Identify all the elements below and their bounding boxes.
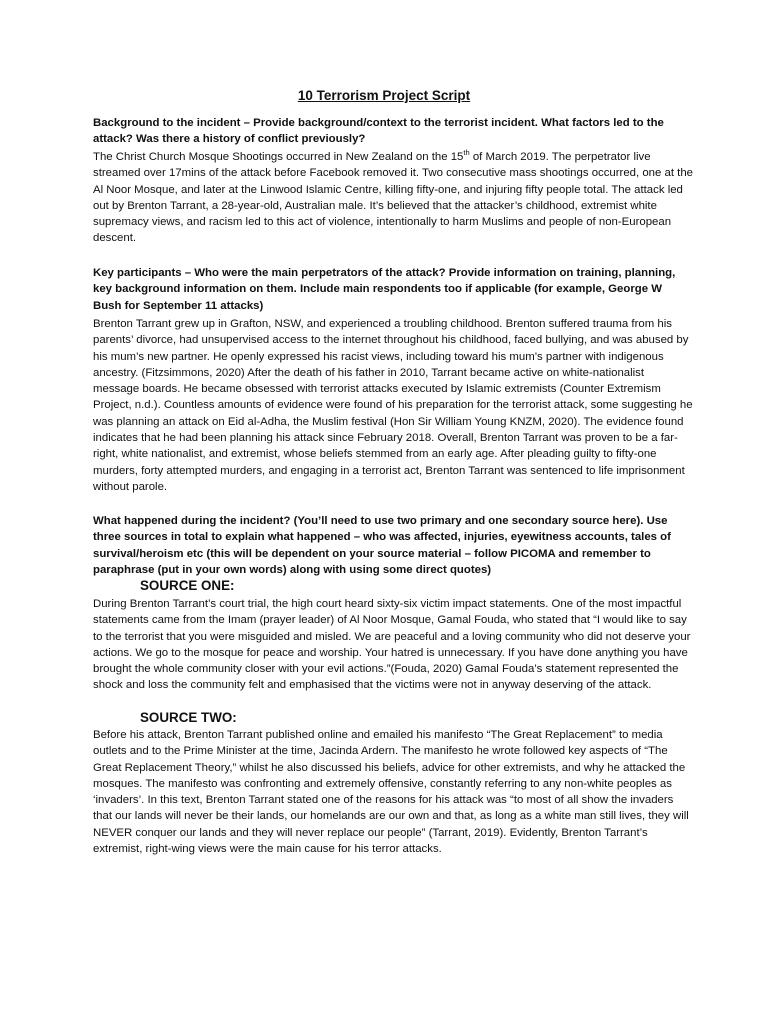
incident-question: What happened during the incident? (You’ll need to use two primary and one secondary source here). Use three sources in total to explain what happened – who was affected, injuries, eyewitness accounts, tales of survival/heroism etc (this will be dependent on your source material – follow PICOMA and remember to paraphrase (put in your own words) along with using some direct quotes) bbox=[93, 515, 671, 576]
document-title: 10 Terrorism Project Script bbox=[297, 88, 471, 103]
participants-answer: Brenton Tarrant grew up in Grafton, NSW, and experienced a troubling childhood. Brenton suffered trauma from his parents’ divorce, had unsupervised access to the internet throughout his childhood, faced bullying, and was abused by his mum’s new partner. He openly expressed his racist views, including toward his mum’s partner with indigenous ancestry. (Fitzsimmons, 2020) After the death of his father in 2010, Tarrant became active on white-nationalist message boards. He became obsessed with terrorist attacks executed by Islamic extremists (Counter Extremism Project, n.d.). Countless amounts of evidence were found of his preparation for the terrorist attack, some suggesting he was planning an attack on Eid al-Adha, the Muslim festival (Hon Sir William Young KNZM, 2020). The evidence found indicates that he had been planning his attack since February 2018. Overall, Brenton Tarrant was proven to be a far-right, white nationalist, and extremist, whose beliefs stemmed from an early age. After pleading guilty to fifty-one murders, forty attempted murders, and engaging in a terrorist act, Brenton Tarrant was sentenced to life imprisonment without parole. bbox=[93, 318, 693, 493]
background-answer-rest: of March 2019. The perpetrator live streamed over 17mins of the attack before Facebook removed it. Two consecutive mass shootings occurred, one at the Al Noor Mosque, and later at the Linwood Islamic Centre, killing fifty-one, and injuring fifty people total. The attack led out by Brenton Tarrant, a 28-year-old, Australian male. It’s believed that the attacker’s childhood, extremist white supremacy views, and racism led to this act of violence, intentionally to harm Muslims and people of non-European descent. bbox=[93, 151, 694, 245]
background-answer bbox=[93, 149, 693, 247]
source-two-heading: SOURCE TWO: bbox=[140, 710, 237, 725]
background-question: Background to the incident – Provide background/context to the terrorist incident. What factors led to the attack? Was there a history of conflict previously? bbox=[93, 117, 664, 146]
date-ordinal-suffix: th bbox=[463, 148, 470, 158]
source-one-text: During Brenton Tarrant’s court trial, the high court heard sixty-six victim impact statements. One of the most impactful statements came from the Imam (prayer leader) of Al Noor Mosque, Gamal Fouda, who stated that “I would like to say to the terrorist that you were misguided and misled. We are peaceful and a loving community who did not deserve your actions. We go to the mosque for peace and worship. Your hatred is unnecessary. If you have done anything you have brought the whole community closer with your evil actions.”(Fouda, 2020) Gamal Fouda’s statement represented the shock and loss the community felt and emphasised that the victims were not in anyway deserving of the attack. bbox=[93, 598, 691, 692]
source-one-heading: SOURCE ONE: bbox=[140, 578, 235, 593]
participants-question: Key participants – Who were the main perpetrators of the attack? Provide information on training, planning, key background information on them. Include main respondents too if applicable (for example, George W Bush for September 11 attacks) bbox=[93, 267, 676, 312]
source-two-text: Before his attack, Brenton Tarrant published online and emailed his manifesto “The Great Replacement” to media outlets and to the Prime Minister at the time, Jacinda Ardern. The manifesto he wrote followed key aspects of “The Great Replacement Theory,” whilst he also discussed his beliefs, advice for other extremists, and why he attacked the mosques. The manifesto was confronting and extremely offensive, constantly referring to any non-white peoples as ‘invaders’. In this text, Brenton Tarrant stated one of the reasons for his attack was “to most of all show the invaders that our lands will never be their lands, our homelands are our own and that, as long as a white man still lives, they will NEVER conquer our lands and they will never replace our people” (Tarrant, 2019). Evidently, Brenton Tarrant’s extremist, right-wing views were the main cause for his terror attacks. bbox=[93, 729, 689, 856]
background-answer-start: The Christ Church Mosque Shootings occurred in New Zealand on the 15 bbox=[93, 151, 464, 163]
